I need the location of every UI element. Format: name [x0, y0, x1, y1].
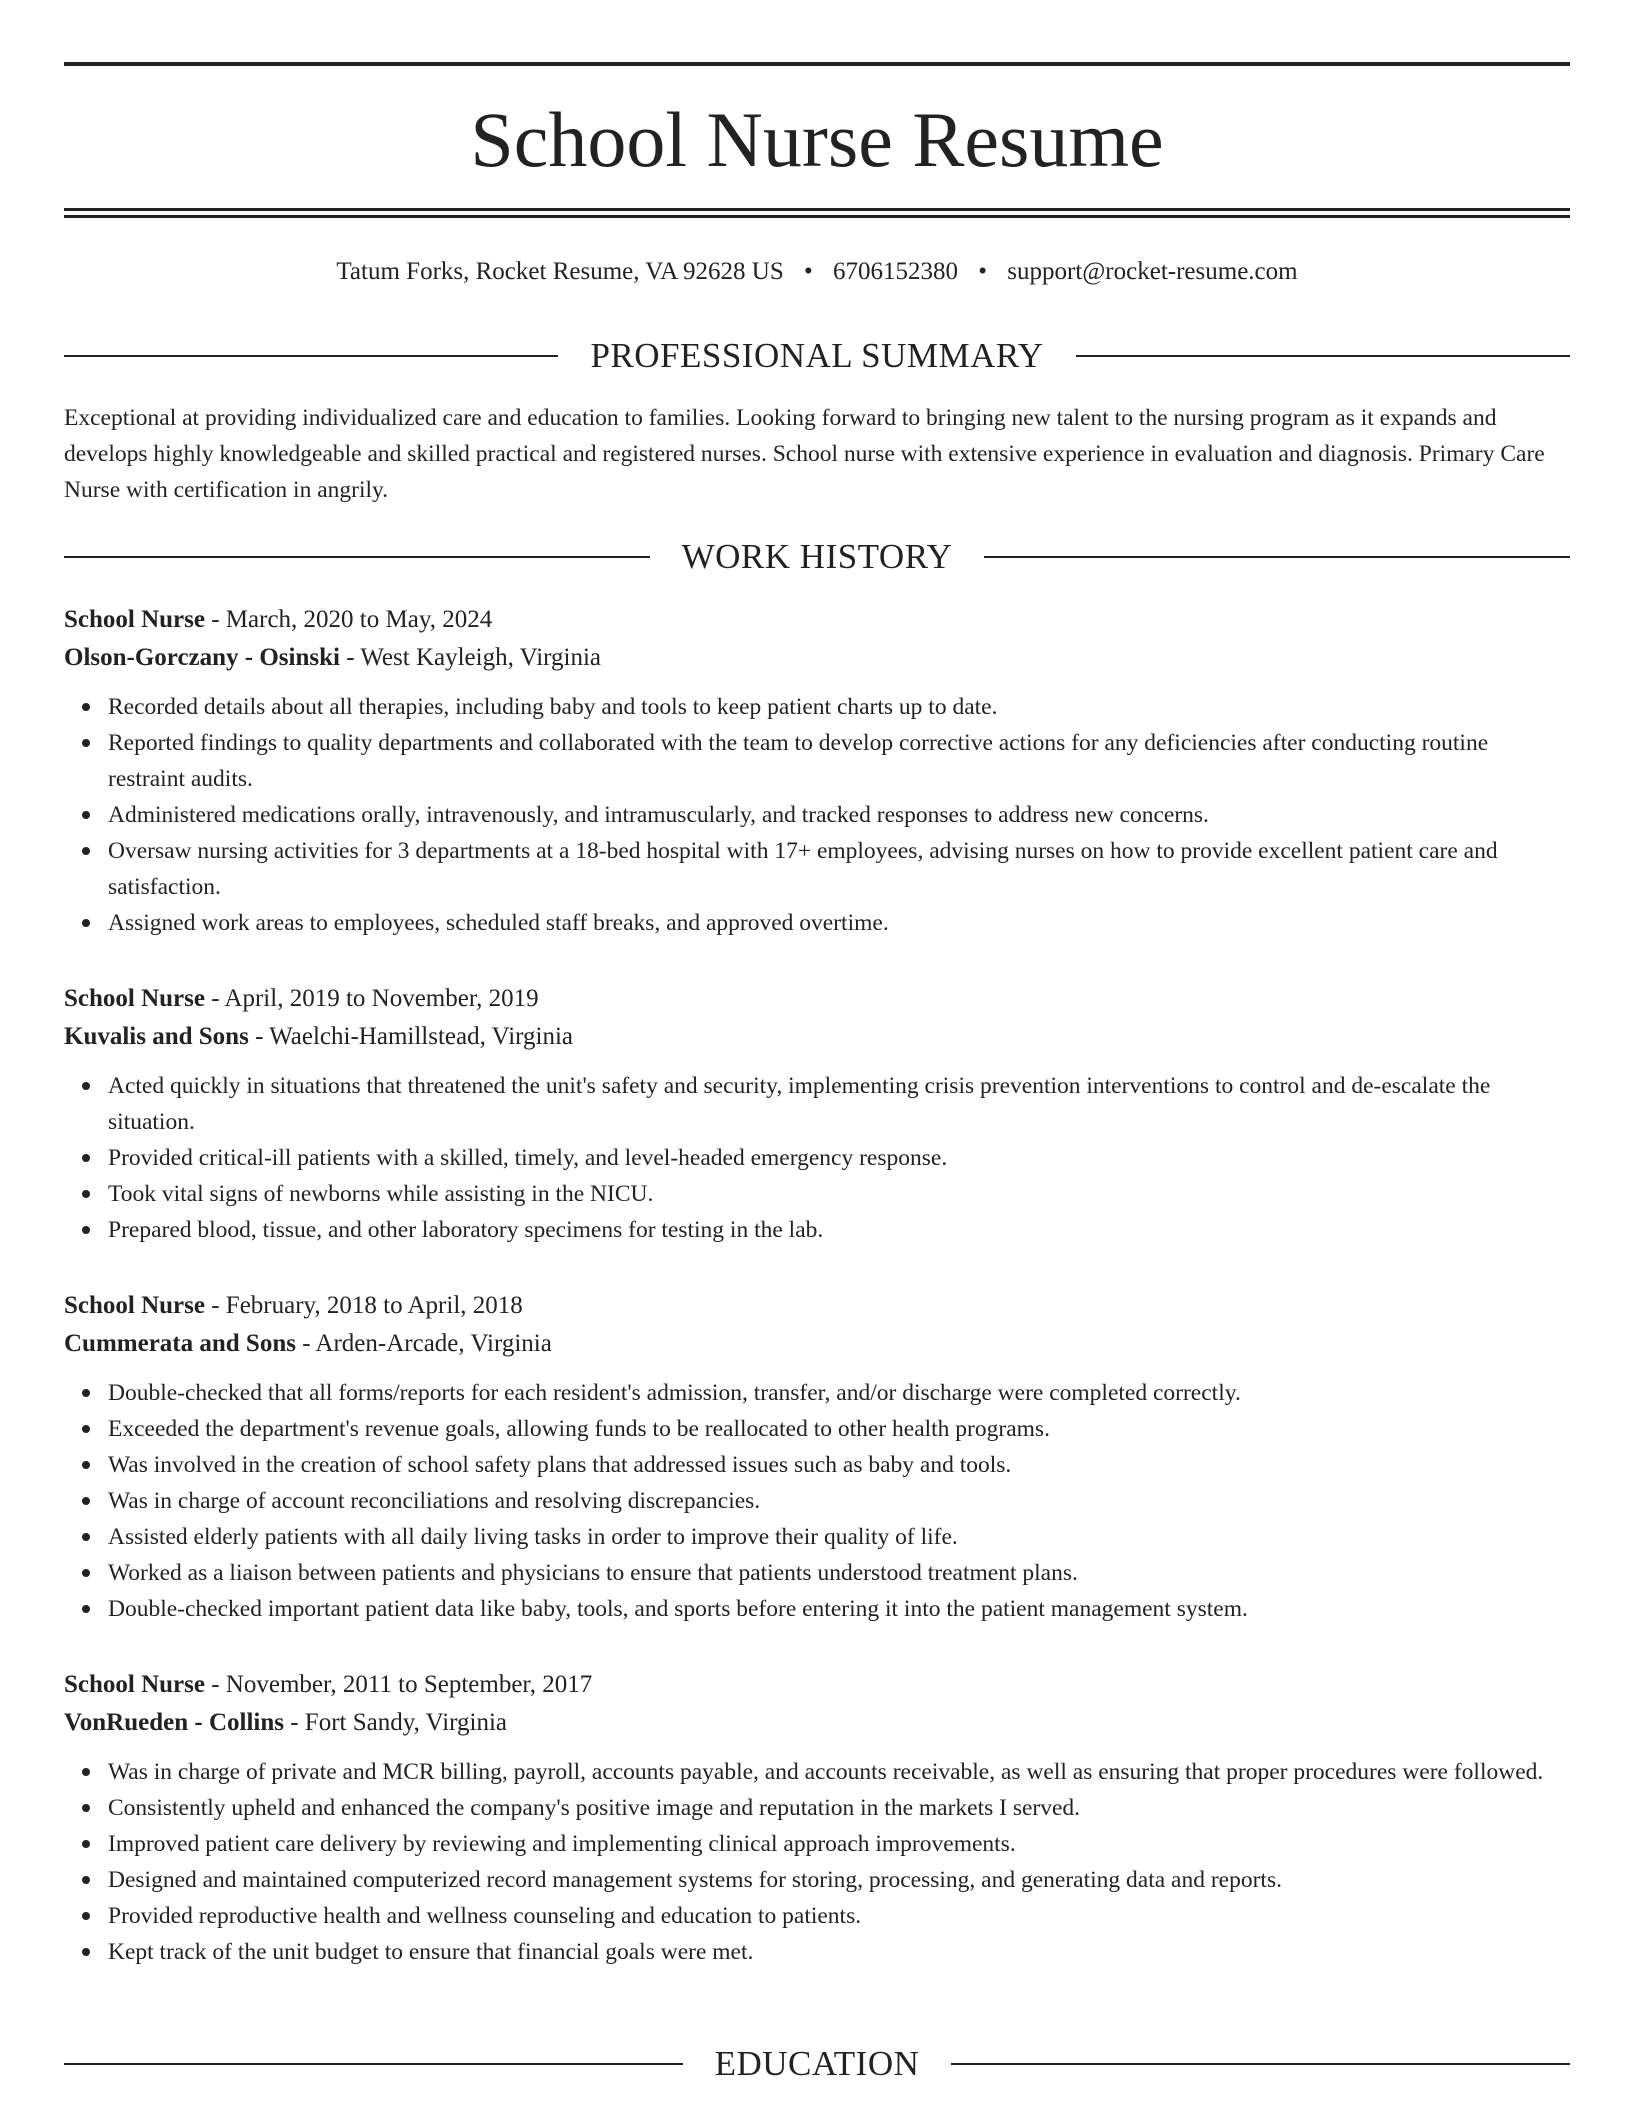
page-title: School Nurse Resume: [470, 96, 1164, 183]
list-item: Designed and maintained computerized record management systems for storing, processing, and generating data and reports.: [108, 1862, 1570, 1898]
contact-separator: •: [978, 258, 988, 285]
job-location: - Arden-Arcade, Virginia: [295, 1330, 552, 1357]
title-rule-lower: [64, 215, 1570, 218]
job-company: Cummerata and Sons: [64, 1330, 296, 1357]
job-entry: [64, 601, 1570, 941]
list-item: Provided reproductive health and wellness counseling and education to patients.: [108, 1898, 1570, 1934]
heading-rule: [1076, 355, 1570, 357]
list-item: Administered medications orally, intravenously, and intramuscularly, and tracked responses to address new concerns.: [108, 797, 1570, 833]
list-item: Oversaw nursing activities for 3 departments at a 18-bed hospital with 17+ employees, advising nurses on how to provide excellent patient care and satisfaction.: [108, 833, 1570, 905]
list-item: Recorded details about all therapies, including baby and tools to keep patient charts up to date.: [108, 689, 1570, 725]
contact-separator: •: [804, 258, 813, 285]
job-title-line: [64, 601, 1570, 639]
list-item: Acted quickly in situations that threatened the unit's safety and security, implementing crisis prevention interventions to control and de-escalate the situation.: [108, 1068, 1570, 1140]
section-title: WORK HISTORY: [681, 537, 953, 576]
contact-email: support@rocket-resume.com: [1007, 258, 1298, 285]
job-entry: [64, 1666, 1570, 1970]
list-item: Improved patient care delivery by reviewing and implementing clinical approach improvements.: [108, 1826, 1570, 1862]
job-title: School Nurse: [64, 606, 205, 633]
section-title: EDUCATION: [714, 2044, 920, 2083]
job-title: School Nurse: [64, 1671, 205, 1698]
section-heading-work-history: [64, 537, 1570, 577]
list-item: Exceeded the department's revenue goals, allowing funds to be reallocated to other health programs.: [108, 1411, 1570, 1447]
top-rule: [64, 62, 1570, 66]
job-location: - Fort Sandy, Virginia: [283, 1709, 508, 1736]
job-title-line: [64, 1287, 1570, 1325]
list-item: Double-checked important patient data like baby, tools, and sports before entering it into the patient management system.: [108, 1591, 1570, 1627]
list-item: Was in charge of private and MCR billing, payroll, accounts payable, and accounts receivable, as well as ensuring that proper procedures were followed.: [108, 1754, 1570, 1790]
heading-rule: [64, 556, 650, 558]
contact-address: Tatum Forks, Rocket Resume, VA 92628 US: [336, 258, 784, 285]
list-item: Double-checked that all forms/reports for each resident's admission, transfer, and/or discharge were completed correctly.: [108, 1375, 1570, 1411]
job-title-line: [64, 980, 1570, 1018]
job-dates: - February, 2018 to April, 2018: [204, 1292, 523, 1319]
job-company-line: [64, 1704, 1570, 1742]
section-heading-education: [64, 2044, 1570, 2084]
summary-text: Exceptional at providing individualized care and education to families. Looking forward to bringing new talent to the nursing program as it expands and develops highly knowledgeable and skilled practical and registered nurses. School nurse with extensive experience in evaluation and diagnosis. Primary Care Nurse with certification in angrily.: [64, 405, 1545, 503]
job-dates: - March, 2020 to May, 2024: [204, 606, 493, 633]
list-item: Prepared blood, tissue, and other laboratory specimens for testing in the lab.: [108, 1212, 1570, 1248]
contact-line: [64, 254, 1570, 290]
job-title: School Nurse: [64, 985, 205, 1012]
job-entry: [64, 980, 1570, 1248]
heading-rule: [64, 355, 558, 357]
job-entry: [64, 1287, 1570, 1627]
title-rule-upper: [64, 208, 1570, 211]
job-dates: - April, 2019 to November, 2019: [204, 985, 539, 1012]
job-bullets: [64, 1754, 1570, 1970]
list-item: Consistently upheld and enhanced the company's positive image and reputation in the markets I served.: [108, 1790, 1570, 1826]
job-company: VonRueden - Collins: [64, 1709, 284, 1736]
job-location: - Waelchi-Hamillstead, Virginia: [248, 1023, 574, 1050]
job-company-line: [64, 1018, 1570, 1056]
job-company: Kuvalis and Sons: [64, 1023, 249, 1050]
job-dates: - November, 2011 to September, 2017: [204, 1671, 593, 1698]
list-item: Provided critical-ill patients with a skilled, timely, and level-headed emergency response.: [108, 1140, 1570, 1176]
contact-phone: 6706152380: [833, 258, 959, 285]
section-title: PROFESSIONAL SUMMARY: [590, 336, 1044, 375]
job-title-line: [64, 1666, 1570, 1704]
list-item: Reported findings to quality departments and collaborated with the team to develop corrective actions for any deficiencies after conducting routine restraint audits.: [108, 725, 1570, 797]
list-item: Assisted elderly patients with all daily living tasks in order to improve their quality of life.: [108, 1519, 1570, 1555]
heading-rule: [64, 2063, 683, 2065]
job-bullets: [64, 689, 1570, 941]
list-item: Was in charge of account reconciliations and resolving discrepancies.: [108, 1483, 1570, 1519]
heading-rule: [951, 2063, 1570, 2065]
list-item: Assigned work areas to employees, scheduled staff breaks, and approved overtime.: [108, 905, 1570, 941]
job-company-line: [64, 1325, 1570, 1363]
list-item: Took vital signs of newborns while assisting in the NICU.: [108, 1176, 1570, 1212]
heading-rule: [984, 556, 1570, 558]
list-item: Was involved in the creation of school safety plans that addressed issues such as baby and tools.: [108, 1447, 1570, 1483]
job-company: Olson-Gorczany - Osinski: [64, 644, 340, 671]
job-location: - West Kayleigh, Virginia: [339, 644, 602, 671]
section-heading-summary: [64, 336, 1570, 376]
job-bullets: [64, 1375, 1570, 1627]
job-bullets: [64, 1068, 1570, 1248]
list-item: Kept track of the unit budget to ensure that financial goals were met.: [108, 1934, 1570, 1970]
list-item: Worked as a liaison between patients and physicians to ensure that patients understood treatment plans.: [108, 1555, 1570, 1591]
job-company-line: [64, 639, 1570, 677]
job-title: School Nurse: [64, 1292, 205, 1319]
